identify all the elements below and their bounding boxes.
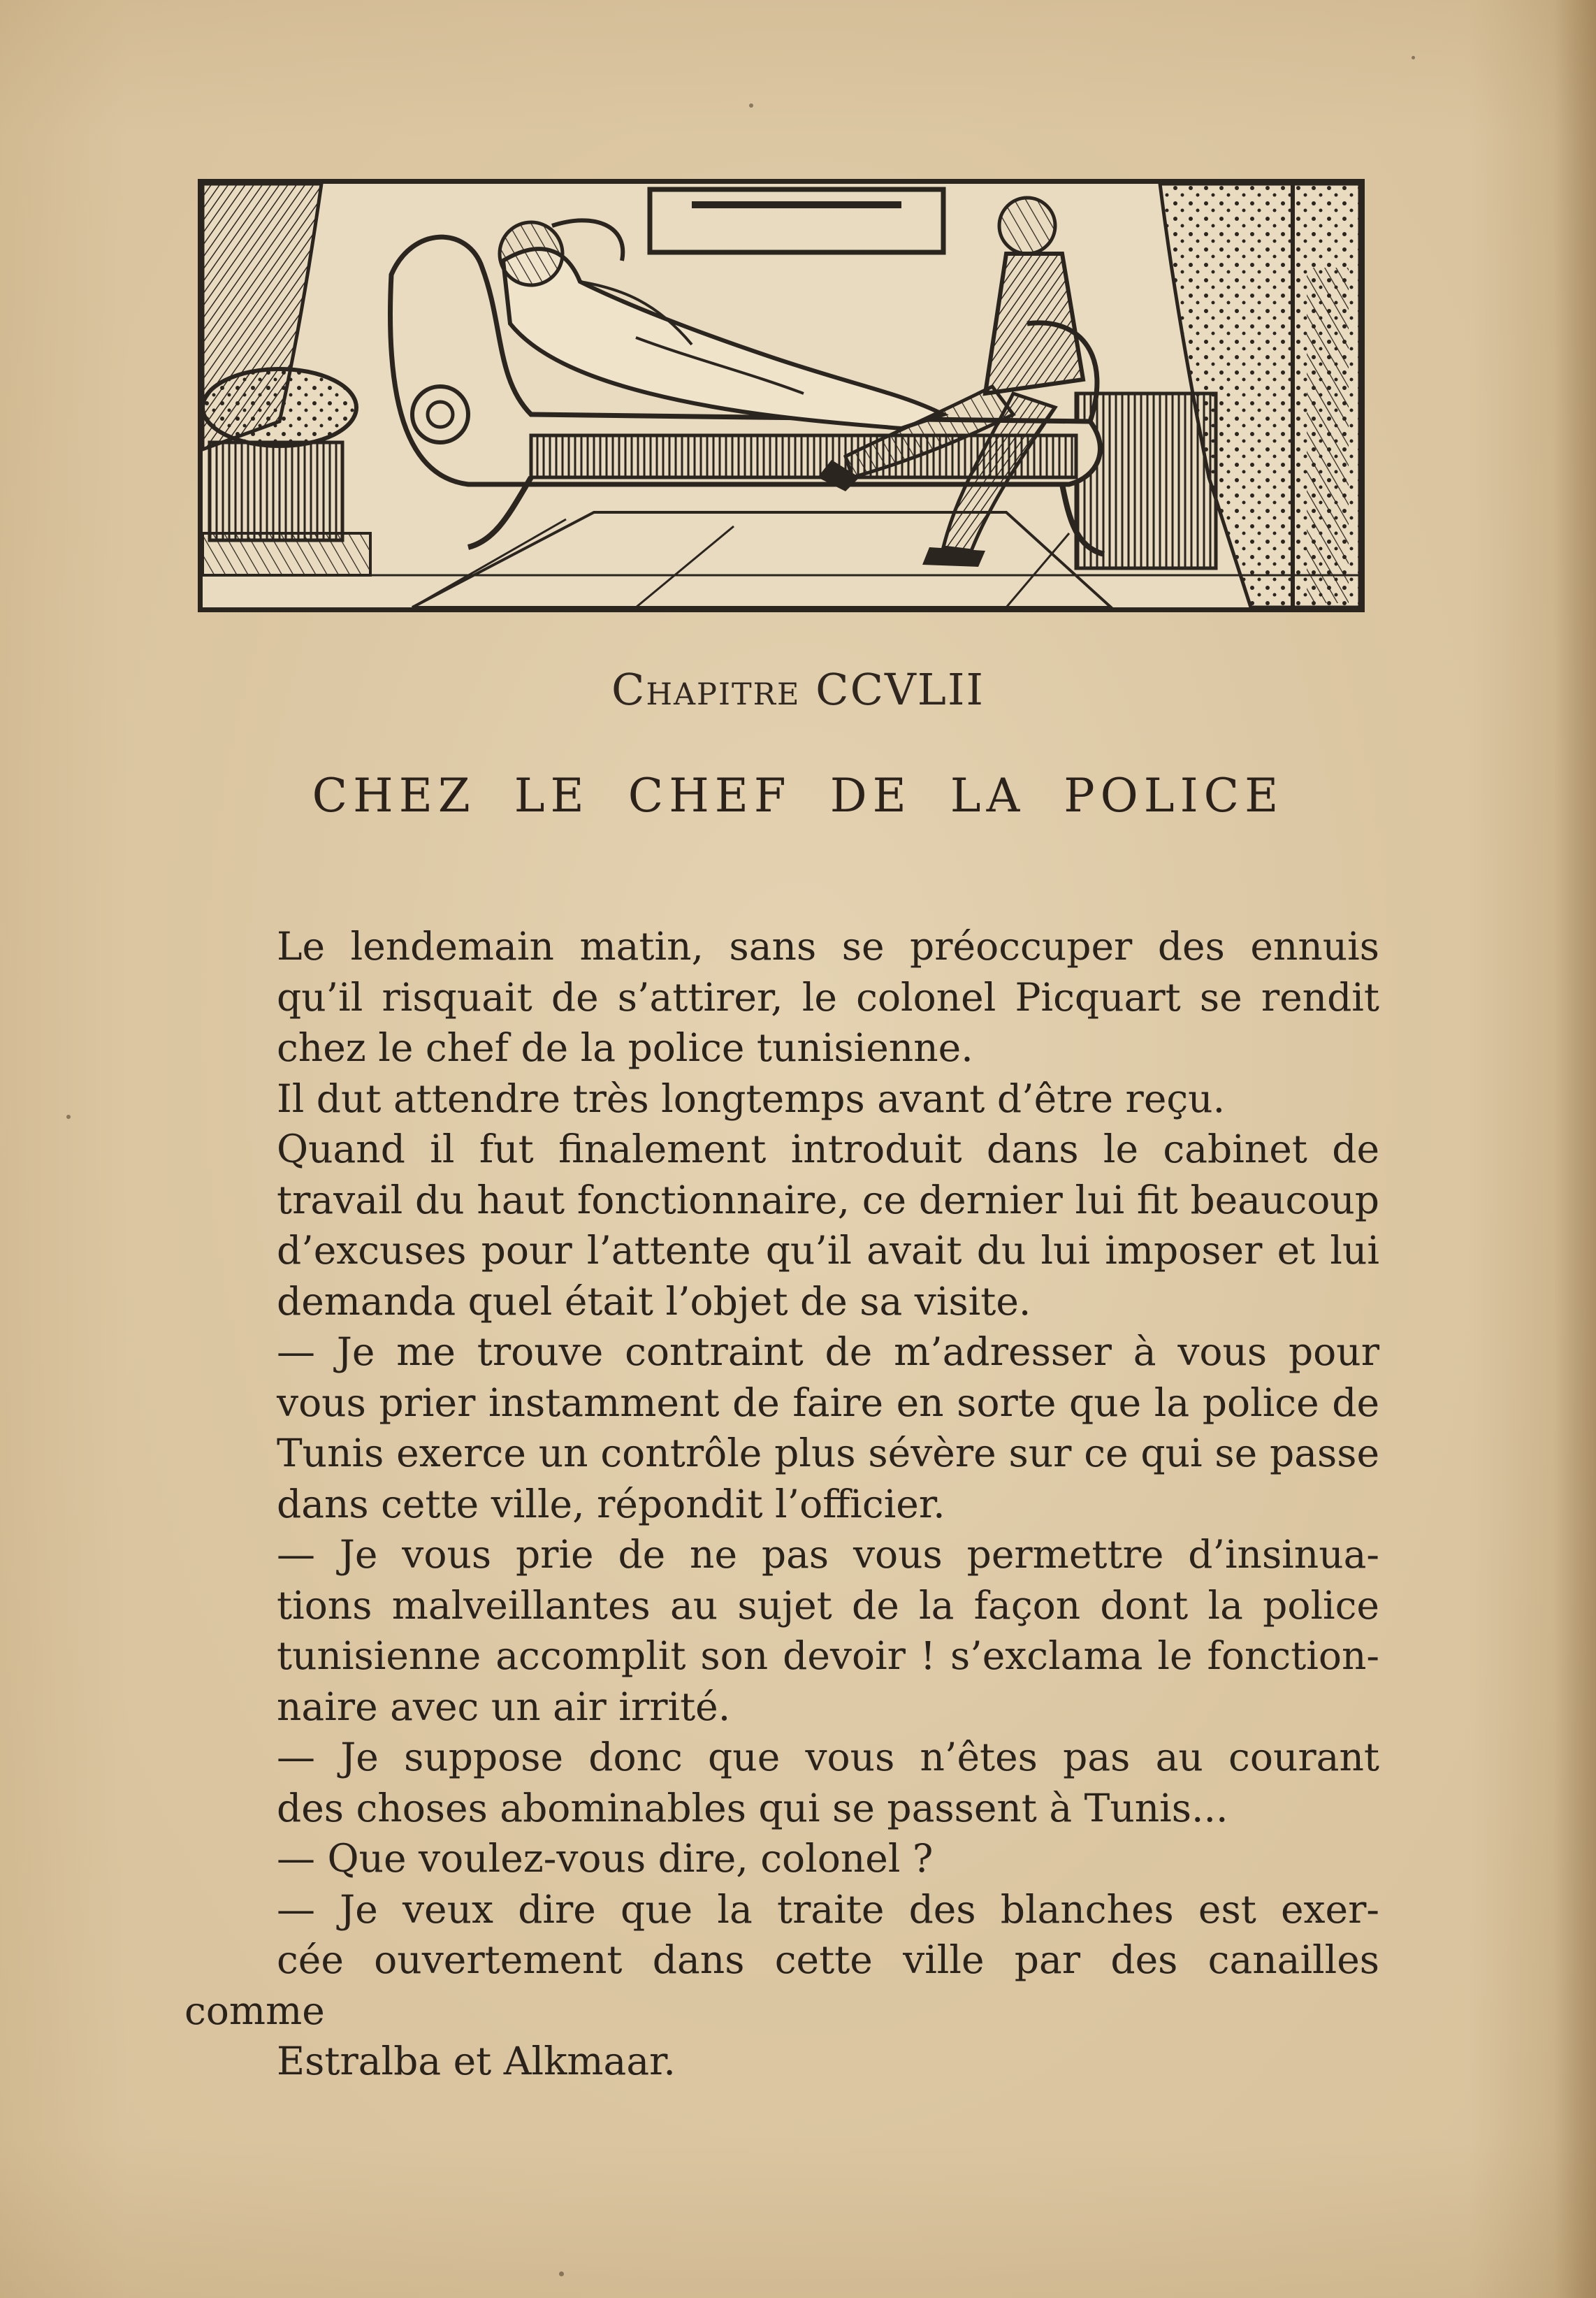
text-line: travail du haut fonctionnaire, ce dernier lui fit beaucoup [277,1177,1379,1222]
text-line: vous prier instamment de faire en sorte que la police de [277,1380,1379,1425]
salon-scene-engraving [203,184,1360,607]
text-line: d’excuses pour l’attente qu’il avait du lui imposer et lui [277,1228,1379,1273]
woman-head [500,222,563,285]
paper-speck [1412,56,1415,59]
chapter-illustration [198,179,1365,612]
text-line: cée ouvertement dans cette ville par des canailles comme [184,1937,1379,2033]
paragraph [184,1327,1379,1529]
paper-speck [749,103,753,108]
paragraph [184,1074,1379,1125]
page-shadow [1554,0,1596,2298]
chapter-label [0,664,1596,715]
text-line: chez le chef de la police tunisienne. [277,1025,973,1070]
text-line: — Que voulez-vous dire, colonel ? [277,1836,934,1881]
text-line: Quand il fut finalement introduit dans le cabinet de [277,1127,1379,1171]
text-line: Estralba et Alkmaar. [277,2039,676,2083]
text-line: tions malveillantes au sujet de la façon dont la police [277,1582,1379,1628]
text-line: des choses abominables qui se passent à Tunis... [277,1785,1228,1830]
text-line: — Je me trouve contraint de m’adresser à vous pour [277,1329,1379,1374]
paragraph [184,1833,1379,1884]
paragraph [184,1884,1379,2087]
paragraph [184,921,1379,1074]
text-line: naire avec un air irrité. [277,1684,731,1729]
text-line: — Je suppose donc que vous n’êtes pas au courant [277,1735,1379,1779]
text-line: Le lendemain matin, sans se préoccuper des ennuis [277,924,1379,969]
chapter-body [184,921,1379,2087]
right-furniture [1076,393,1216,568]
text-line: demanda quel était l’objet de sa visite. [277,1278,1031,1324]
paragraph [184,1124,1379,1327]
man-head [999,198,1055,254]
chapter-label-word: Chapitre [611,664,801,715]
paragraph [184,1529,1379,1732]
chapter-number: CCVLII [815,664,985,715]
text-line: — Je veux dire que la traite des blanches est exer- [277,1886,1379,1932]
paragraph [184,1732,1379,1833]
text-line: tunisienne accomplit son devoir ! s’exclama le fonction- [277,1633,1379,1678]
text-line: dans cette ville, répondit l’officier. [277,1481,945,1526]
paper-speck [559,2271,564,2276]
chapter-title: CHEZ LE CHEF DE LA POLICE [312,769,1284,823]
text-line: — Je vous prie de ne pas vous permettre d’insinua- [277,1532,1379,1577]
text-line: qu’il risquait de s’attirer, le colonel Picquart se rendit [277,974,1379,1020]
side-table [203,369,356,446]
text-line: Il dut attendre très longtemps avant d’être reçu. [277,1076,1226,1121]
paper-speck [66,1115,71,1119]
text-line: Tunis exerce un contrôle plus sévère sur ce qui se passe [277,1431,1379,1475]
